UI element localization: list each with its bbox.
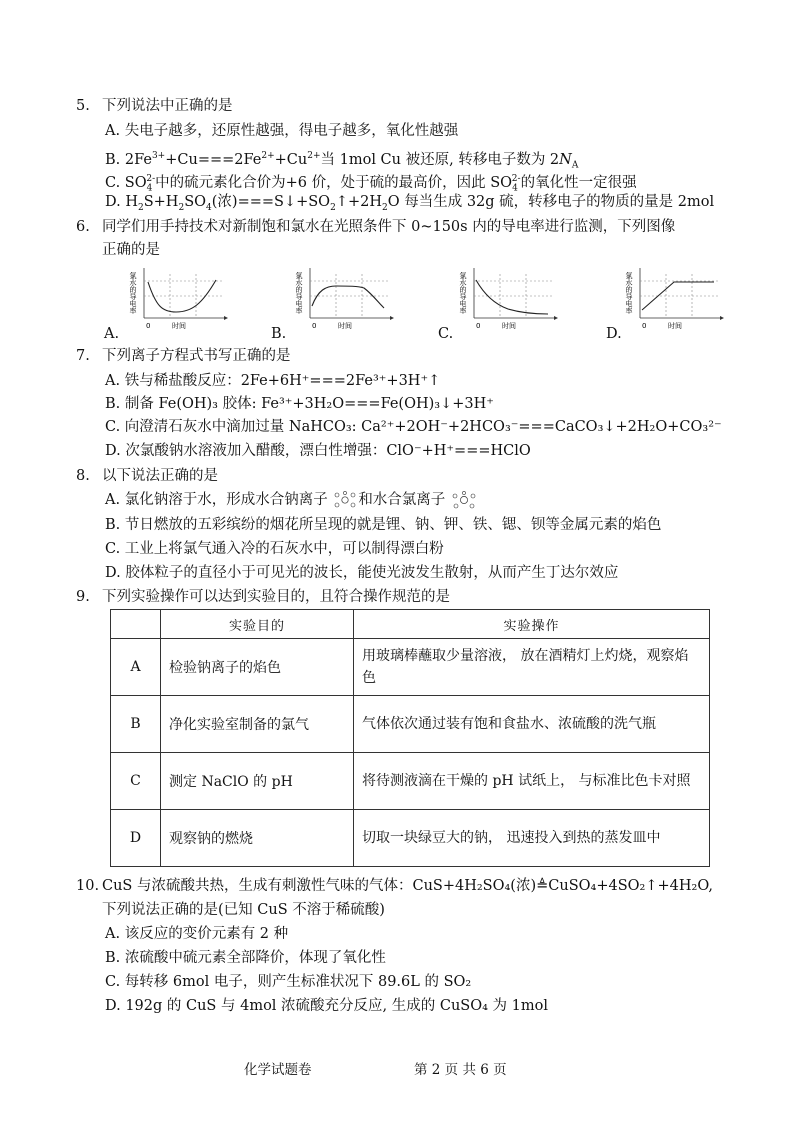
q10-option-c: C. 每转移 6mol 电子，则产生标准状况下 89.6L 的 SO₂ [105,974,472,990]
graph-origin: 0 [476,322,481,330]
q10-stem: 10. CuS 与浓硫酸共热，生成有刺激性气味的气体：CuS+4H₂SO₄(浓)≜CuSO₄+4SO₂↑+4H₂O, [76,878,713,894]
q5-option-c: C. $SO_4^{2-}$中的硫元素化合价为+6 价，处于硫的最高价，因此 $SO_4^{2-}$的氧化性一定很强 [105,174,637,194]
graph-x-label: 时间 [172,322,186,330]
q6-stem: 6. 同学们用手持技术对新制饱和氯水在光照条件下 0~150s 内的导电率进行监测，下列图像 [76,219,676,235]
q6-stem-cont: 正确的是 [102,242,160,258]
graph-b [296,266,396,332]
graph-y-label: 氯水的导电率 [459,272,467,314]
q6-option-a: A. [104,326,120,342]
graph-d [626,266,726,332]
table-header-label [111,610,161,639]
table-header-row [111,610,710,639]
hydrated-chloride-ion-icon [450,491,478,509]
graph-origin: 0 [642,322,647,330]
table-row: C 测定 NaClO 的 pH 将待测液滴在干燥的 pH 试纸上， 与标准比色卡对照 [111,753,710,810]
graph-x-label: 时间 [502,322,516,330]
q6-option-d: D. [606,326,622,342]
graph-c [460,266,560,332]
q7-option-a: A. 铁与稀盐酸反应：2Fe+6H⁺===2Fe³⁺+3H⁺↑ [105,373,441,389]
graph-y-label: 氯水的导电率 [625,272,633,314]
q5-option-a: A. 失电子越多，还原性越强，得电子越多，氧化性越强 [105,123,459,139]
graph-y-label: 氯水的导电率 [129,272,137,314]
q8-option-a: A. 氯化钠溶于水，形成水合钠离子 和水合氯离子 [105,490,478,510]
table-row: D 观察钠的燃烧 切取一块绿豆大的钠， 迅速投入到热的蒸发皿中 [111,810,710,867]
q8-option-c: C. 工业上将氯气通入冷的石灰水中，可以制得漂白粉 [105,541,444,557]
footer-subject: 化学试题卷 [244,1062,312,1078]
q5-option-d: D. $H_2S+H_2SO_4$(浓)$===S↓+SO_2↑+2H_2O$ 每当生成 32g 硫，转移电子的物质的量是 2mol [105,194,715,213]
experiment-table [110,609,710,867]
q6-option-c: C. [438,326,454,342]
q10-option-b: B. 浓硫酸中硫元素全部降价，体现了氧化性 [105,950,386,966]
q6-option-b: B. [271,326,287,342]
q10-option-d: D. 192g 的 CuS 与 4mol 浓硫酸充分反应, 生成的 CuSO₄ 为 1mol [105,998,548,1014]
graph-x-label: 时间 [668,322,682,330]
table-header-operation: 实验操作 [354,610,710,639]
q8-stem: 8. 以下说法正确的是 [76,468,218,484]
q5-stem: 5. 下列说法中正确的是 [76,98,233,114]
footer-page-number: 第 2 页 共 6 页 [414,1062,507,1078]
table-row: B 净化实验室制备的氯气 气体依次通过装有饱和食盐水、浓硫酸的洗气瓶 [111,696,710,753]
q7-option-c: C. 向澄清石灰水中滴加过量 NaHCO₃: Ca²⁺+2OH⁻+2HCO₃⁻===CaCO₃↓+2H₂O+CO₃²⁻ [105,419,722,435]
graph-origin: 0 [146,322,151,330]
q10-stem-cont: 下列说法正确的是(已知 CuS 不溶于稀硫酸) [102,902,385,918]
graph-y-label: 氯水的导电率 [295,272,303,314]
table-row: A 检验钠离子的焰色 用玻璃棒蘸取少量溶液， 放在酒精灯上灼烧，观察焰色 [111,639,710,696]
graph-origin: 0 [312,322,317,330]
q7-stem: 7. 下列离子方程式书写正确的是 [76,348,291,364]
q5-option-b: B. $2Fe^{3+}+Cu===2Fe^{2+}+Cu^{2+}$当 1mol Cu 被还原, 转移电子数为 $2N_A$ [105,151,579,171]
table-header-purpose: 实验目的 [161,610,354,639]
q7-option-d: D. 次氯酸钠水溶液加入醋酸，漂白性增强：ClO⁻+H⁺===HClO [105,443,531,459]
q8-option-b: B. 节日燃放的五彩缤纷的烟花所呈现的就是锂、钠、钾、铁、锶、钡等金属元素的焰色 [105,517,662,533]
q9-stem: 9. 下列实验操作可以达到实验目的，且符合操作规范的是 [76,589,450,605]
q10-option-a: A. 该反应的变价元素有 2 种 [105,926,289,942]
graph-a [130,266,230,332]
q7-option-b: B. 制备 Fe(OH)₃ 胶体: Fe³⁺+3H₂O===Fe(OH)₃↓+3H⁺ [105,396,494,412]
hydrated-sodium-ion-icon [332,491,358,509]
q8-option-d: D. 胶体粒子的直径小于可见光的波长，能使光波发生散射，从而产生丁达尔效应 [105,565,619,581]
graph-x-label: 时间 [338,322,352,330]
